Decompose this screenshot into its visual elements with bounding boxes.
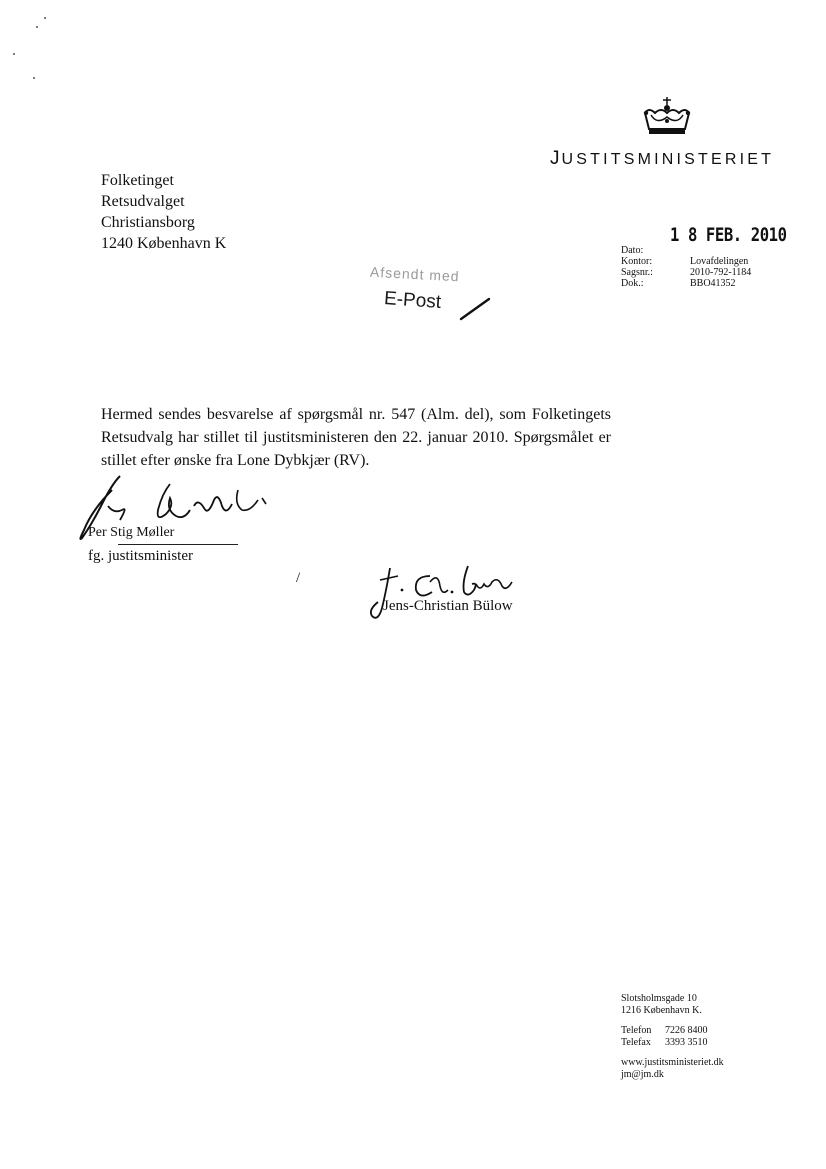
fax-value: 3393 3510 [665, 1036, 708, 1048]
address-line: Folketinget [101, 172, 174, 189]
phone-label: Telefon [621, 1025, 652, 1036]
sent-stamp-faded: Afsendt med [369, 263, 460, 285]
office-value: Lovafdelingen [690, 256, 749, 267]
date-stamp: 1 8 FEB. 2010 [670, 224, 787, 246]
phone-value: 7226 8400 [665, 1025, 708, 1036]
signer1-name: Per Stig Møller [88, 525, 175, 540]
street-line: Slotsholmsgade 10 [621, 993, 697, 1004]
email-link[interactable]: jm@jm.dk [621, 1068, 664, 1080]
signer2-name: Jens-Christian Bülow [383, 598, 513, 614]
epost-stamp: E-Post [383, 288, 442, 313]
address-line: Christiansborg [101, 214, 195, 231]
ministry-name [550, 148, 774, 170]
phone-block [621, 1025, 724, 1048]
website-link[interactable]: www.justitsministeriet.dk [621, 1057, 724, 1068]
case-value: 2010-792-1184 [690, 267, 752, 278]
office-label: Kontor: [621, 256, 653, 267]
contact-footer [621, 993, 724, 1089]
case-label: Sagsnr.: [621, 267, 653, 278]
fax-label: Telefax [621, 1036, 651, 1048]
recipient-address [101, 170, 226, 254]
reference-block [621, 245, 751, 289]
stamp-slash-mark [458, 296, 492, 322]
signature-underline [118, 544, 238, 545]
address-line: Retsudvalget [101, 193, 185, 210]
crown-logo-icon [637, 95, 697, 141]
body-paragraph: Hermed sendes besvarelse af spørgsmål nr. 547 (Alm. del), som Folketingets Retsudvalg har stillet til justitsministeren den 22. januar 2010. Spørgsmålet er stillet efter ønske fra Lone Dybkjær (RV). [101, 406, 611, 469]
city-line: 1216 København K. [621, 1004, 702, 1016]
ministry-initial: J [550, 148, 562, 169]
doc-label: Dok.: [621, 278, 644, 289]
separator-mark: / [296, 570, 301, 586]
address-line: 1240 København K [101, 235, 227, 252]
online-block [621, 1057, 724, 1080]
signer1-title: fg. justitsminister [88, 548, 193, 564]
postal-address [621, 993, 724, 1016]
letter-body [101, 403, 611, 472]
date-label: Dato: [621, 245, 644, 256]
ministry-rest: USTITSMINISTERIET [561, 151, 775, 168]
doc-value: BBO41352 [690, 278, 736, 289]
